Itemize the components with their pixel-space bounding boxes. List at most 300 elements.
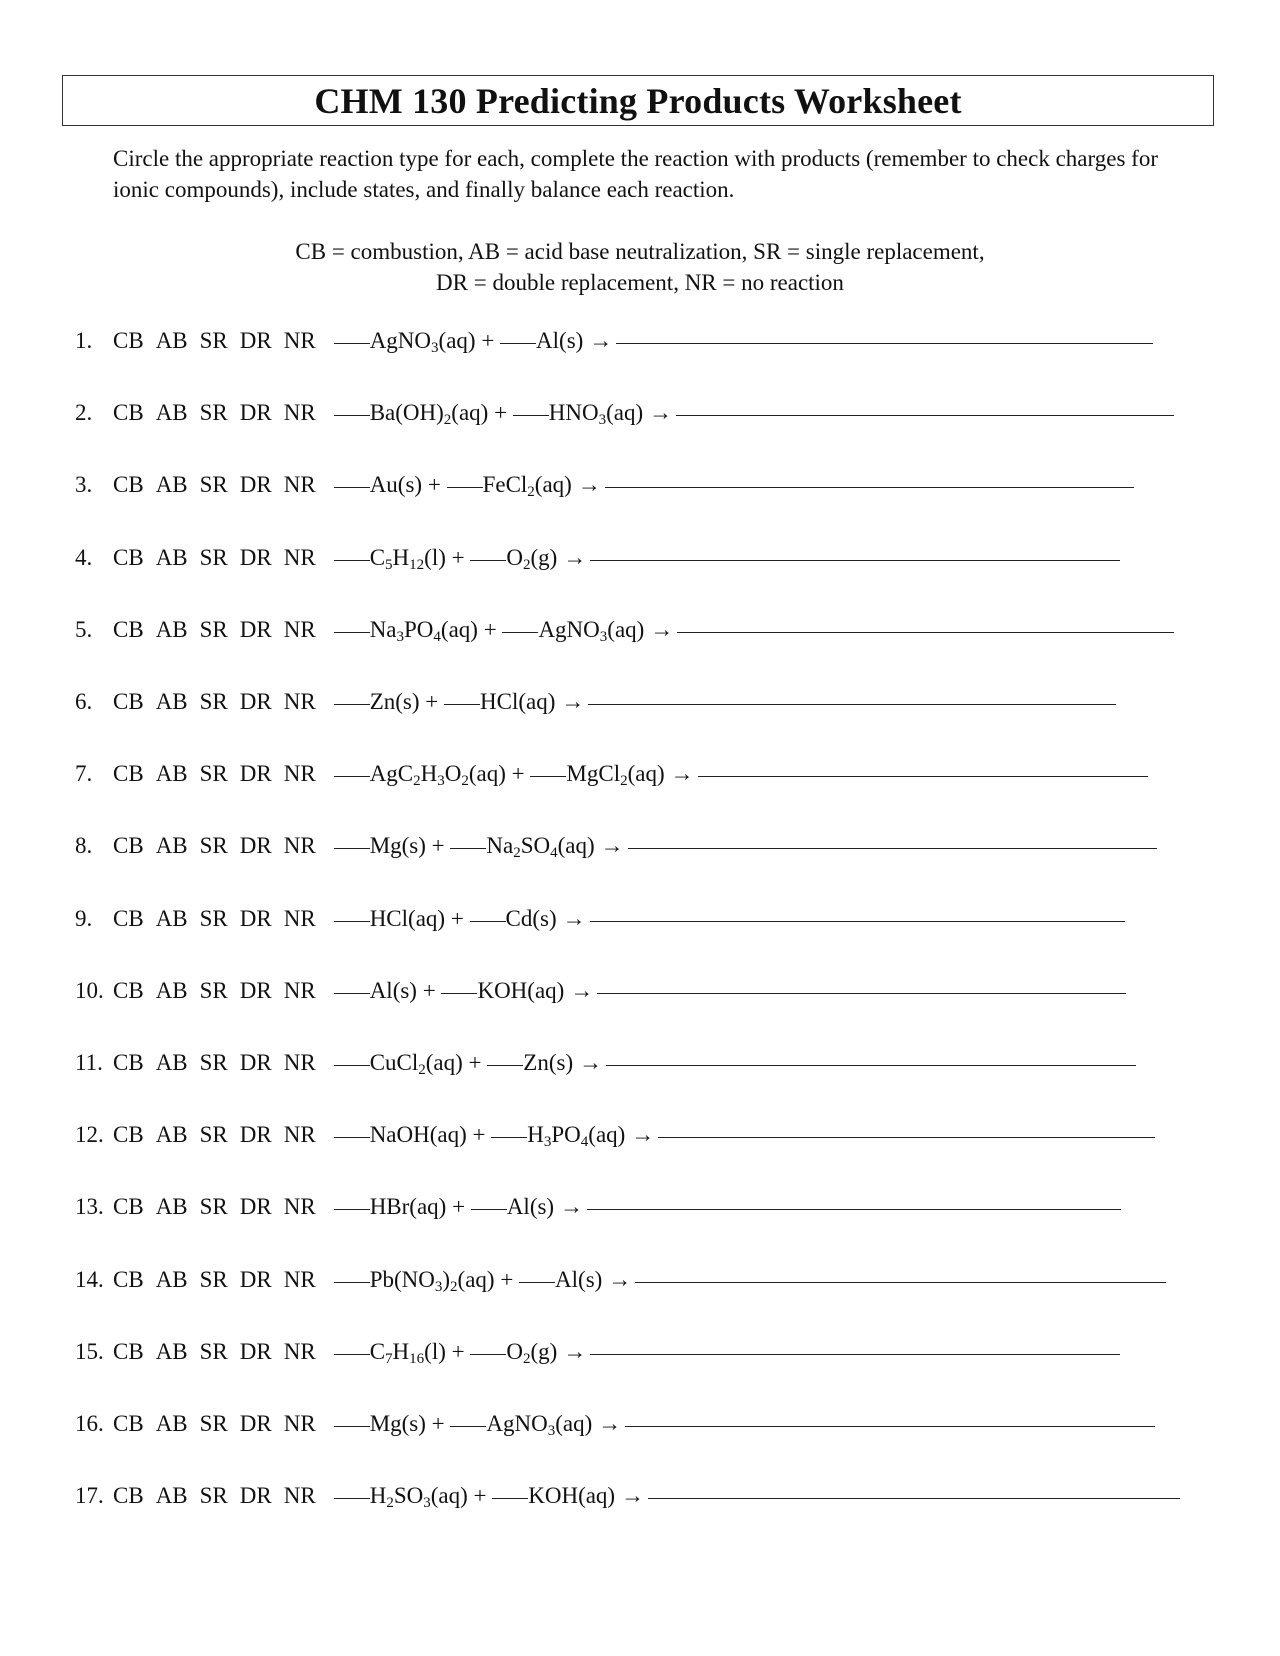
product-answer-line[interactable]: [625, 1426, 1155, 1427]
coefficient-blank-1[interactable]: [334, 343, 370, 344]
title-box: [62, 75, 1214, 126]
reaction-type-cb[interactable]: CB: [113, 1483, 144, 1509]
reaction-type-dr[interactable]: DR: [239, 1338, 272, 1364]
reaction-type-nr[interactable]: NR: [283, 1483, 316, 1509]
reaction-type-nr[interactable]: NR: [283, 761, 316, 787]
formula-text: SO: [520, 833, 551, 859]
reactant-1: [369, 400, 489, 429]
formula-subscript: 4: [580, 1134, 589, 1151]
coefficient-blank-2[interactable]: [519, 1282, 555, 1283]
formula-text: AgNO: [369, 328, 432, 353]
reaction-equation: [334, 978, 1126, 1004]
reaction-type-sr[interactable]: SR: [199, 544, 228, 570]
reaction-equation: [334, 761, 1148, 790]
reaction-type-cb[interactable]: CB: [113, 977, 144, 1003]
page-title: CHM 130 Predicting Products Worksheet: [314, 80, 962, 121]
reaction-type-dr[interactable]: DR: [239, 761, 272, 787]
reaction-equation: [334, 617, 1174, 643]
coefficient-blank-2[interactable]: [450, 1426, 486, 1427]
coefficient-blank-2[interactable]: [492, 1498, 528, 1499]
reaction-equation: [334, 1122, 1155, 1151]
coefficient-blank-2[interactable]: [500, 343, 536, 344]
reactant-1: [369, 1050, 463, 1078]
reactant-1: [369, 544, 446, 573]
reaction-type-cb[interactable]: CB: [113, 761, 144, 787]
product-answer-line[interactable]: [588, 704, 1116, 705]
problem-number: 9.: [75, 905, 93, 931]
reaction-type-cb[interactable]: CB: [113, 328, 144, 353]
product-answer-line[interactable]: [606, 1065, 1136, 1066]
coefficient-blank-1[interactable]: [334, 848, 370, 849]
reaction-type-ab[interactable]: AB: [155, 544, 188, 570]
coefficient-blank-1[interactable]: [334, 776, 370, 777]
formula-subscript: 3: [547, 1423, 556, 1439]
formula-subscript: 2: [413, 773, 421, 790]
problem-number: 8.: [75, 833, 93, 859]
problem-number: 12.: [75, 1122, 104, 1148]
reaction-type-nr[interactable]: NR: [283, 1050, 316, 1075]
reaction-type-nr[interactable]: NR: [283, 1411, 316, 1436]
formula-text: Al(s): [555, 1266, 603, 1292]
formula-text: (aq): [607, 616, 645, 642]
product-answer-line[interactable]: [635, 1282, 1166, 1283]
problem-number: 11.: [75, 1050, 103, 1075]
formula-text: ): [442, 1266, 451, 1292]
reaction-type-cb[interactable]: CB: [113, 1122, 144, 1148]
arrow-icon: →: [621, 1483, 645, 1509]
problem-number: 16.: [75, 1411, 104, 1436]
formula-subscript: 7: [385, 1350, 393, 1367]
product-answer-line[interactable]: [677, 632, 1174, 633]
formula-text: PO: [551, 1122, 581, 1148]
reactant-2: [538, 616, 645, 645]
reaction-type-options: [113, 328, 328, 354]
reaction-type-cb[interactable]: CB: [113, 400, 144, 426]
reaction-type-dr[interactable]: DR: [239, 905, 272, 931]
formula-text: (aq): [555, 1411, 593, 1436]
coefficient-blank-1[interactable]: [334, 1354, 370, 1355]
reactant-1: [370, 689, 420, 714]
reaction-type-dr[interactable]: DR: [239, 977, 272, 1003]
reactant-2: [480, 689, 555, 714]
plus-sign: +: [466, 1122, 492, 1148]
problem-number: 1.: [75, 328, 93, 353]
reaction-type-cb[interactable]: CB: [113, 1411, 144, 1436]
reaction-type-ab[interactable]: AB: [155, 833, 188, 859]
coefficient-blank-1[interactable]: [334, 1209, 370, 1210]
problem-number: 10.: [75, 977, 104, 1003]
reaction-type-options: [113, 472, 328, 498]
problem-number: 3.: [75, 472, 93, 498]
reaction-type-options: [113, 1483, 328, 1509]
reaction-equation: [334, 472, 1134, 501]
reactant-1: [369, 761, 506, 790]
formula-subscript: 3: [437, 773, 445, 790]
reaction-equation: [334, 1050, 1136, 1076]
formula-text: (aq): [425, 1050, 463, 1075]
reaction-type-options: [113, 1267, 328, 1293]
reaction-type-sr[interactable]: SR: [199, 1194, 228, 1220]
formula-text: HBr(aq): [369, 1194, 453, 1220]
formula-subscript: 3: [423, 1495, 431, 1512]
reaction-type-options: [113, 400, 328, 426]
arrow-icon: →: [608, 1266, 632, 1292]
problem-number: 13.: [75, 1194, 104, 1220]
reaction-type-dr[interactable]: DR: [239, 1411, 272, 1436]
reactant-1: [369, 1483, 468, 1512]
coefficient-blank-2[interactable]: [502, 632, 538, 633]
reaction-equation: [334, 1411, 1155, 1437]
coefficient-blank-2[interactable]: [530, 776, 566, 777]
reaction-equation: [334, 833, 1157, 862]
problem-row: [75, 906, 1125, 942]
formula-text: (aq): [438, 328, 476, 353]
reaction-type-nr[interactable]: NR: [283, 1122, 316, 1148]
arrow-icon: →: [563, 1338, 587, 1364]
reaction-type-nr[interactable]: NR: [283, 328, 316, 353]
legend-line-2: DR = double replacement, NR = no reaction: [436, 270, 844, 295]
formula-subscript: 16: [409, 1350, 425, 1367]
reaction-type-options: [113, 978, 328, 1004]
arrow-icon: →: [563, 544, 587, 570]
product-answer-line[interactable]: [587, 1209, 1121, 1210]
arrow-icon: →: [579, 1050, 603, 1075]
reaction-type-nr[interactable]: NR: [283, 689, 316, 714]
reaction-type-dr[interactable]: DR: [239, 616, 272, 642]
problem-number: 4.: [75, 544, 93, 570]
arrow-icon: →: [577, 472, 601, 498]
formula-text: CuCl: [369, 1050, 419, 1075]
problem-number: 5.: [75, 616, 93, 642]
reactant-2: [506, 544, 558, 573]
reactant-1: [369, 616, 478, 645]
reaction-type-ab[interactable]: AB: [155, 1483, 188, 1509]
formula-subscript: 2: [443, 412, 452, 429]
coefficient-blank-1[interactable]: [334, 632, 370, 633]
reaction-equation: [334, 328, 1153, 354]
reaction-type-options: [113, 906, 328, 932]
reaction-type-cb[interactable]: CB: [113, 544, 144, 570]
coefficient-blank-1[interactable]: [334, 1426, 370, 1427]
reaction-type-nr[interactable]: NR: [283, 1338, 316, 1364]
arrow-icon: →: [560, 1194, 584, 1220]
coefficient-blank-2[interactable]: [450, 848, 486, 849]
product-answer-line[interactable]: [698, 776, 1148, 777]
reaction-type-nr[interactable]: NR: [283, 472, 316, 498]
reaction-equation: [334, 906, 1125, 932]
formula-text: AgNO: [538, 616, 600, 642]
legend-line-1: CB = combustion, AB = acid base neutralization, SR = single replacement,: [295, 239, 985, 264]
coefficient-blank-1[interactable]: [334, 415, 370, 416]
reaction-type-cb[interactable]: CB: [113, 689, 144, 714]
reaction-type-cb[interactable]: CB: [113, 1338, 144, 1364]
coefficient-blank-2[interactable]: [470, 1354, 506, 1355]
problem-row: [75, 545, 1120, 581]
product-answer-line[interactable]: [616, 343, 1153, 344]
reaction-type-ab[interactable]: AB: [155, 1122, 188, 1148]
reactant-1: [370, 1122, 467, 1147]
coefficient-blank-1[interactable]: [334, 993, 370, 994]
formula-text: (aq): [557, 833, 595, 859]
arrow-icon: →: [600, 833, 624, 859]
reactant-1: [369, 328, 476, 356]
reaction-type-cb[interactable]: CB: [113, 616, 144, 642]
reaction-type-cb[interactable]: CB: [113, 833, 144, 859]
formula-text: C: [369, 1338, 386, 1364]
reaction-type-ab[interactable]: AB: [155, 328, 188, 353]
reaction-type-sr[interactable]: SR: [199, 1050, 228, 1075]
coefficient-blank-2[interactable]: [444, 704, 480, 705]
reaction-type-dr[interactable]: DR: [239, 1050, 272, 1075]
coefficient-blank-2[interactable]: [470, 921, 506, 922]
plus-sign: +: [452, 1194, 471, 1220]
formula-text: Na: [369, 616, 397, 642]
coefficient-blank-1[interactable]: [334, 1065, 370, 1066]
coefficient-blank-1[interactable]: [334, 487, 370, 488]
reaction-equation: [334, 1194, 1121, 1220]
formula-text: Mg(s): [369, 1411, 426, 1436]
arrow-icon: →: [649, 400, 673, 426]
reaction-type-sr[interactable]: SR: [199, 1338, 228, 1364]
product-answer-line[interactable]: [676, 415, 1174, 416]
formula-text: Cd(s): [505, 905, 557, 931]
reaction-type-nr[interactable]: NR: [283, 1266, 316, 1292]
plus-sign: +: [425, 1411, 451, 1436]
problem-number: 2.: [75, 400, 93, 426]
formula-subscript: 3: [431, 340, 439, 356]
coefficient-blank-2[interactable]: [491, 1137, 527, 1138]
formula-subscript: 3: [434, 1278, 443, 1295]
reaction-equation: [334, 400, 1174, 429]
formula-subscript: 2: [418, 1062, 426, 1078]
reaction-type-sr[interactable]: SR: [199, 328, 228, 353]
reaction-type-sr[interactable]: SR: [199, 616, 228, 642]
product-answer-line[interactable]: [597, 993, 1126, 994]
reaction-type-dr[interactable]: DR: [239, 1483, 272, 1509]
reaction-type-ab[interactable]: AB: [155, 905, 188, 931]
formula-text: H: [369, 1483, 387, 1509]
reaction-type-ab[interactable]: AB: [155, 689, 188, 714]
reaction-type-sr[interactable]: SR: [199, 400, 228, 426]
coefficient-blank-2[interactable]: [487, 1065, 523, 1066]
formula-text: Pb(NO: [369, 1266, 435, 1292]
coefficient-blank-2[interactable]: [513, 415, 549, 416]
formula-text: Ba(OH): [369, 400, 444, 426]
problem-row: [75, 761, 1148, 797]
reaction-type-dr[interactable]: DR: [239, 833, 272, 859]
problem-row: [75, 617, 1174, 653]
reaction-type-dr[interactable]: DR: [239, 1194, 272, 1220]
plus-sign: +: [445, 1338, 471, 1364]
reaction-type-sr[interactable]: SR: [199, 1122, 228, 1148]
product-answer-line[interactable]: [590, 560, 1120, 561]
reaction-type-sr[interactable]: SR: [199, 1266, 228, 1292]
plus-sign: +: [445, 905, 470, 931]
reaction-type-ab[interactable]: AB: [155, 1266, 188, 1292]
formula-text: H: [527, 1122, 544, 1148]
reaction-type-nr[interactable]: NR: [283, 616, 316, 642]
reaction-type-dr[interactable]: DR: [239, 1122, 272, 1148]
plus-sign: +: [422, 472, 447, 498]
plus-sign: +: [488, 400, 513, 426]
reaction-type-sr[interactable]: SR: [199, 689, 228, 714]
formula-text: NaOH(aq): [369, 1122, 467, 1148]
plus-sign: +: [462, 1050, 488, 1075]
formula-subscript: 5: [385, 556, 393, 573]
reaction-type-cb[interactable]: CB: [113, 1266, 144, 1292]
reaction-type-options: [113, 617, 328, 643]
formula-text: O: [506, 544, 523, 570]
reaction-type-sr[interactable]: SR: [199, 1411, 228, 1436]
reactant-2: [566, 761, 665, 790]
plus-sign: +: [477, 616, 503, 642]
reaction-type-options: [113, 1050, 328, 1076]
formula-text: Na: [486, 833, 514, 859]
formula-subscript: 2: [522, 1350, 531, 1367]
coefficient-blank-1[interactable]: [334, 1137, 370, 1138]
reaction-type-nr[interactable]: NR: [283, 400, 316, 426]
problem-row: [75, 1339, 1120, 1375]
reaction-type-cb[interactable]: CB: [113, 905, 144, 931]
product-answer-line[interactable]: [605, 487, 1134, 488]
arrow-icon: →: [570, 977, 594, 1003]
arrow-icon: →: [562, 905, 586, 931]
formula-subscript: 2: [513, 845, 521, 862]
coefficient-blank-1[interactable]: [334, 921, 370, 922]
reactant-1: [370, 978, 417, 1003]
reaction-type-dr[interactable]: DR: [239, 472, 272, 498]
formula-text: (g): [530, 544, 558, 570]
reactant-1: [370, 906, 445, 931]
reaction-type-nr[interactable]: NR: [283, 833, 316, 859]
reaction-type-nr[interactable]: NR: [283, 544, 316, 570]
formula-text: (l): [424, 544, 446, 570]
coefficient-blank-1[interactable]: [334, 1498, 370, 1499]
reaction-type-dr[interactable]: DR: [239, 1266, 272, 1292]
formula-text: O: [444, 761, 462, 787]
formula-text: FeCl: [482, 472, 528, 498]
formula-text: HCl(aq): [480, 689, 556, 714]
reaction-type-cb[interactable]: CB: [113, 1050, 144, 1075]
reaction-type-ab[interactable]: AB: [155, 1050, 188, 1075]
problem-row: [75, 689, 1116, 725]
formula-text: Zn(s): [523, 1050, 574, 1075]
reaction-type-ab[interactable]: AB: [155, 1194, 188, 1220]
plus-sign: +: [505, 761, 531, 787]
product-answer-line[interactable]: [648, 1498, 1180, 1499]
instructions: Circle the appropriate reaction type for each, complete the reaction with products (remember to check charges for ionic compounds), include states, and finally balance each reaction.: [113, 146, 1158, 202]
reaction-type-ab[interactable]: AB: [155, 1338, 188, 1364]
reaction-type-sr[interactable]: SR: [199, 905, 228, 931]
formula-text: MgCl: [566, 761, 621, 787]
formula-text: (aq): [430, 1483, 468, 1509]
formula-text: (aq): [451, 400, 489, 426]
problem-row: [75, 1483, 1180, 1519]
reactant-2: [548, 400, 644, 429]
reactant-2: [528, 1483, 615, 1508]
coefficient-blank-2[interactable]: [470, 560, 506, 561]
reaction-type-dr[interactable]: DR: [239, 328, 272, 353]
formula-text: (aq): [440, 616, 478, 642]
coefficient-blank-1[interactable]: [334, 704, 370, 705]
formula-text: AgC: [369, 761, 414, 787]
reaction-type-sr[interactable]: SR: [199, 833, 228, 859]
formula-text: SO: [393, 1483, 424, 1509]
formula-text: O: [506, 1338, 523, 1364]
reaction-type-nr[interactable]: NR: [283, 977, 316, 1003]
formula-subscript: 4: [433, 628, 441, 645]
plus-sign: +: [416, 977, 442, 1003]
reactant-2: [486, 1411, 593, 1439]
formula-subscript: 2: [450, 1278, 458, 1295]
coefficient-blank-2[interactable]: [447, 487, 483, 488]
reaction-type-cb[interactable]: CB: [113, 1194, 144, 1220]
reactant-2: [536, 328, 583, 353]
reaction-type-ab[interactable]: AB: [155, 400, 188, 426]
reactant-2: [555, 1267, 602, 1292]
reaction-type-options: [113, 833, 328, 859]
formula-subscript: 2: [386, 1495, 394, 1512]
formula-text: (aq): [588, 1122, 626, 1148]
plus-sign: +: [494, 1266, 520, 1292]
coefficient-blank-1[interactable]: [334, 560, 370, 561]
reaction-type-cb[interactable]: CB: [113, 472, 144, 498]
product-answer-line[interactable]: [628, 848, 1157, 849]
reaction-type-sr[interactable]: SR: [199, 472, 228, 498]
reaction-type-sr[interactable]: SR: [199, 1483, 228, 1509]
reaction-type-ab[interactable]: AB: [155, 616, 188, 642]
coefficient-blank-1[interactable]: [334, 1282, 370, 1283]
product-answer-line[interactable]: [590, 1354, 1120, 1355]
coefficient-blank-2[interactable]: [441, 993, 477, 994]
reactant-2: [506, 1338, 558, 1367]
coefficient-blank-2[interactable]: [471, 1209, 507, 1210]
reaction-type-dr[interactable]: DR: [239, 400, 272, 426]
reaction-type-ab[interactable]: AB: [155, 977, 188, 1003]
problem-row: [75, 472, 1134, 508]
reaction-type-sr[interactable]: SR: [199, 977, 228, 1003]
formula-text: (g): [530, 1338, 558, 1364]
reaction-type-dr[interactable]: DR: [239, 689, 272, 714]
formula-subscript: 3: [543, 1134, 552, 1151]
formula-text: HNO: [548, 400, 599, 426]
plus-sign: +: [475, 328, 501, 353]
formula-subscript: 12: [409, 556, 425, 573]
formula-text: PO: [404, 616, 434, 642]
problem-row: [75, 400, 1174, 436]
reactant-2: [486, 833, 595, 862]
product-answer-line[interactable]: [658, 1137, 1155, 1138]
formula-text: H: [392, 1338, 410, 1364]
reaction-type-dr[interactable]: DR: [239, 544, 272, 570]
reaction-type-ab[interactable]: AB: [155, 1411, 188, 1436]
reaction-type-ab[interactable]: AB: [155, 761, 188, 787]
reactant-2: [523, 1050, 573, 1075]
reactant-2: [477, 978, 564, 1003]
reaction-type-sr[interactable]: SR: [199, 761, 228, 787]
problem-number: 14.: [75, 1266, 104, 1292]
reaction-type-ab[interactable]: AB: [155, 472, 188, 498]
reactant-1: [370, 833, 426, 858]
reaction-type-nr[interactable]: NR: [283, 1194, 316, 1220]
legend: [0, 236, 1280, 298]
plus-sign: +: [445, 544, 471, 570]
formula-text: Al(s): [506, 1194, 555, 1220]
product-answer-line[interactable]: [590, 921, 1125, 922]
reaction-type-options: [113, 545, 328, 571]
reaction-type-nr[interactable]: NR: [283, 905, 316, 931]
formula-subscript: 4: [550, 845, 558, 862]
